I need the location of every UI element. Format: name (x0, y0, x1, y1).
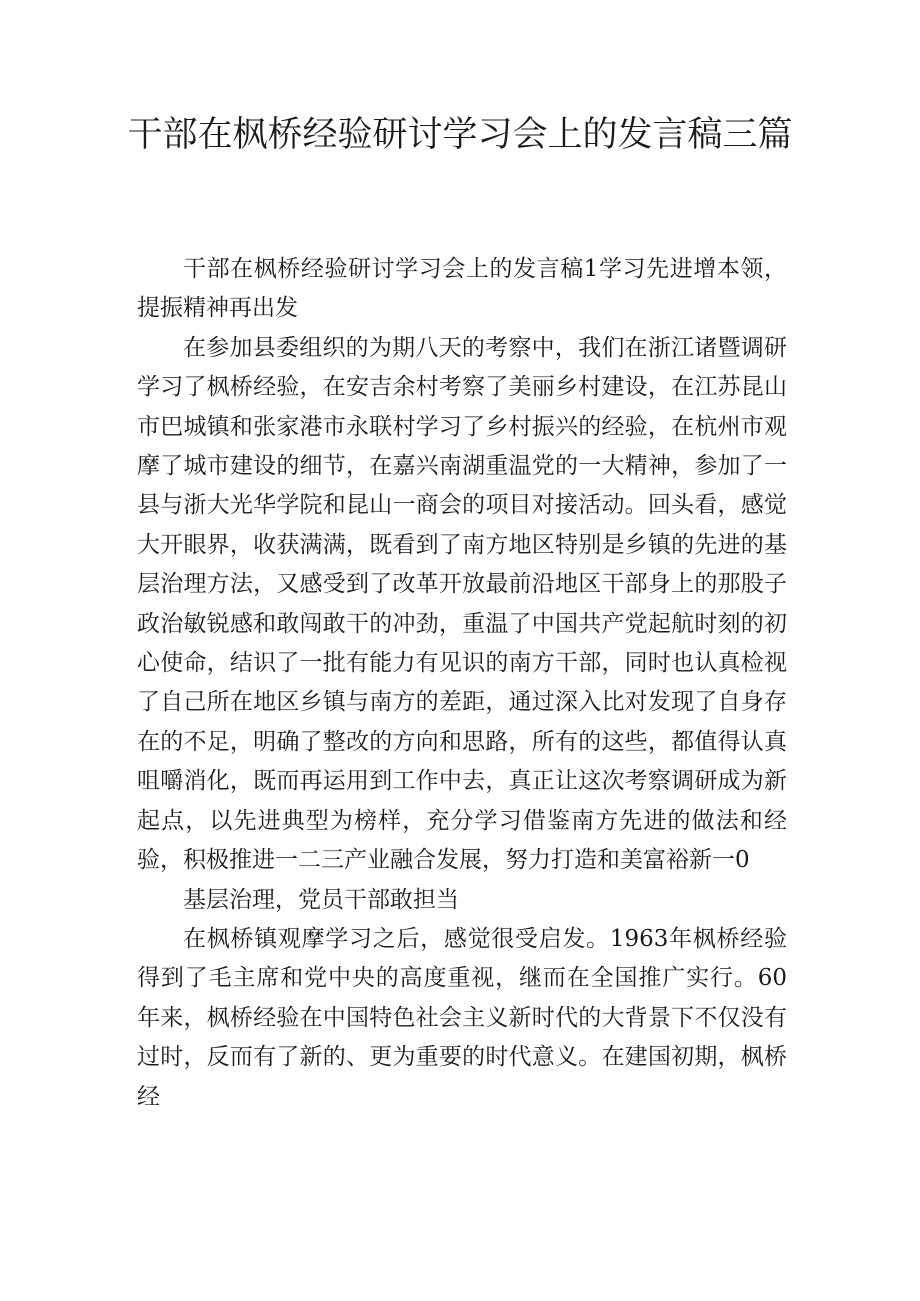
paragraph-subtitle: 干部在枫桥经验研讨学习会上的发言稿1学习先进增本领，提振精神再出发 (137, 256, 787, 322)
document-body (137, 250, 787, 1117)
paragraph-section-heading: 基层治理，党员干部敢担当 (183, 886, 459, 913)
paragraph-fengqiao: 在枫桥镇观摩学习之后，感觉很受启发。1963年枫桥经验得到了毛主席和党中央的高度重视，继而在全国推广实行。60年来，枫桥经验在中国特色社会主义新时代的大背景下不仅没有过时，反而有了新的、更为重要的时代意义。在建国初期，枫桥经 (137, 925, 787, 1110)
paragraph-inspection: 在参加县委组织的为期八天的考察中，我们在浙江诸暨调研学习了枫桥经验，在安吉余村考察了美丽乡村建设，在江苏昆山市巴城镇和张家港市永联村学习了乡村振兴的经验，在杭州市观摩了城市建设的细节，在嘉兴南湖重温党的一大精神，参加了一县与浙大光华学院和昆山一商会的项目对接活动。回头看，感觉大开眼界，收获满满，既看到了南方地区特别是乡镇的先进的基层治理方法，又感受到了改革开放最前沿地区干部身上的那股子政治敏锐感和敢闯敢干的冲劲，重温了中国共产党起航时刻的初心使命，结识了一批有能力有见识的南方干部，同时也认真检视了自己所在地区乡镇与南方的差距，通过深入比对发现了自身存在的不足，明确了整改的方向和思路，所有的这些，都值得认真咀嚼消化，既而再运用到工作中去，真正让这次考察调研成为新起点，以先进典型为榜样，充分学习借鉴南方先进的做法和经验，积极推进一二三产业融合发展，努力打造和美富裕新一0 (137, 334, 787, 874)
document-title: 干部在枫桥经验研讨学习会上的发言稿三篇 (127, 115, 793, 155)
